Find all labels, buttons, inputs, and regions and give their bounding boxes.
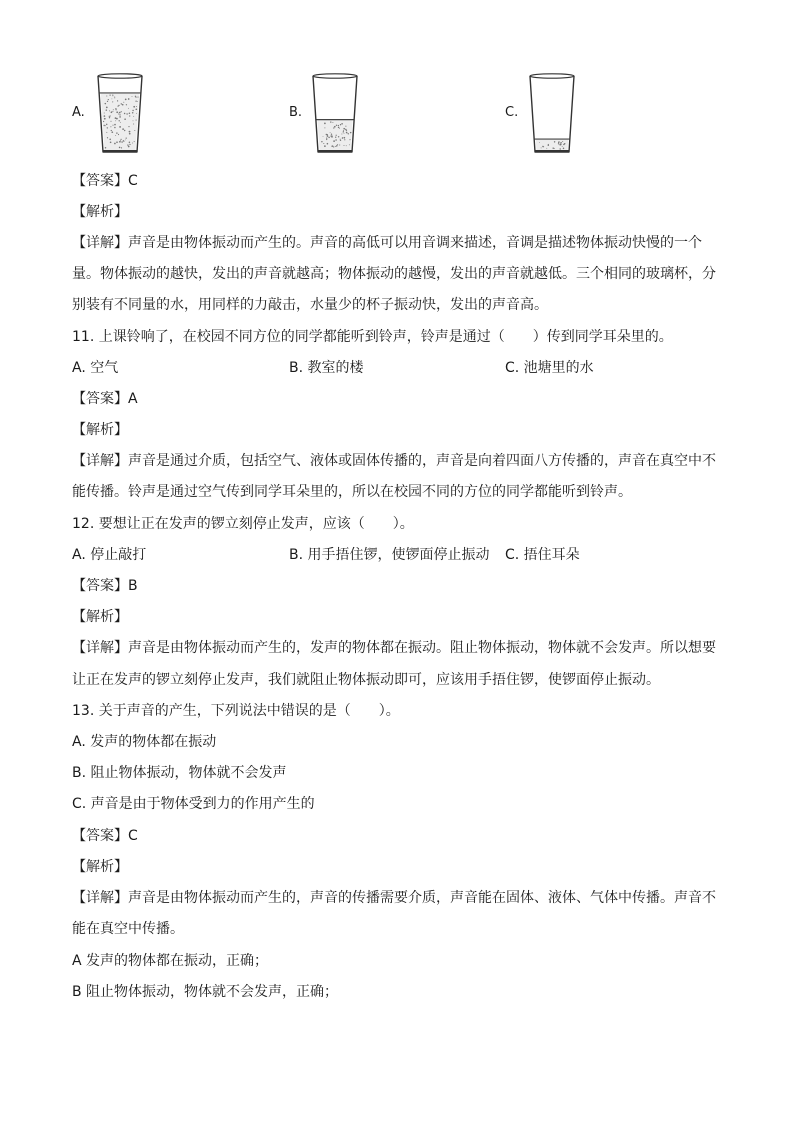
glass-c-image (526, 72, 578, 156)
q10-detail-line-2: 量。物体振动的越快，发出的声音就越高；物体振动的越慢，发出的声音就越低。三个相同的玻璃杯，分 (72, 266, 716, 282)
q11-answer: 【答案】A (72, 391, 138, 407)
q12-option-a: A. 停止敲打 (72, 547, 147, 563)
glass-c-glass-rim (530, 74, 574, 78)
q12-stem: 12. 要想让正在发声的锣立刻停止发声，应该（ ）。 (72, 516, 414, 532)
glass-a-glass-rim (98, 74, 142, 78)
q10-analysis-heading: 【解析】 (72, 204, 128, 220)
q10-answer: 【答案】C (72, 173, 138, 189)
glass-a-image (94, 72, 146, 156)
q13-detail-line-2: 能在真空中传播。 (72, 921, 184, 937)
q12-detail-line-1: 【详解】声音是由物体振动而产生的，发声的物体都在振动。阻止物体振动，物体就不会发声。所以想要 (72, 640, 716, 656)
q13-detail-line-4: B 阻止物体振动，物体就不会发声，正确； (72, 984, 339, 1000)
option-c-label: C. (505, 105, 519, 120)
glass-b-glass-rim (313, 74, 357, 78)
q12-option-c: C. 捂住耳朵 (505, 547, 580, 563)
q11-detail-line-1: 【详解】声音是通过介质，包括空气、液体或固体传播的，声音是向着四面八方传播的，声音在真空中不 (72, 453, 716, 469)
q13-detail-line-3: A 发声的物体都在振动，正确； (72, 953, 269, 969)
q11-option-a: A. 空气 (72, 360, 119, 376)
q12-option-b: B. 用手捂住锣，使锣面停止振动 (289, 547, 490, 563)
option-a-label: A. (72, 105, 85, 120)
option-b-label: B. (289, 105, 303, 120)
q12-answer: 【答案】B (72, 578, 138, 594)
q13-option-a: A. 发声的物体都在振动 (72, 734, 217, 750)
q10-detail-line-3: 别装有不同量的水，用同样的力敲击，水量少的杯子振动快，发出的声音高。 (72, 297, 548, 313)
q11-option-b: B. 教室的楼 (289, 360, 364, 376)
glass-b-water (317, 120, 352, 151)
q13-option-c: C. 声音是由于物体受到力的作用产生的 (72, 796, 315, 812)
glass-b-image (309, 72, 361, 156)
q12-analysis-heading: 【解析】 (72, 609, 128, 625)
q13-option-b: B. 阻止物体振动，物体就不会发声 (72, 765, 287, 781)
q10-detail-line-1: 【详解】声音是由物体振动而产生的。声音的高低可以用音调来描述，音调是描述物体振动快慢的一个 (72, 235, 702, 251)
q11-option-c: C. 池塘里的水 (505, 360, 594, 376)
q12-detail-line-2: 让正在发声的锣立刻停止发声，我们就阻止物体振动即可，应该用手捂住锣，使锣面停止振动。 (72, 672, 660, 688)
q13-detail-line-1: 【详解】声音是由物体振动而产生的，声音的传播需要介质，声音能在固体、液体、气体中传播。声音不 (72, 890, 716, 906)
q13-answer: 【答案】C (72, 828, 138, 844)
q11-stem: 11. 上课铃响了，在校园不同方位的同学都能听到铃声，铃声是通过（ ）传到同学耳朵里的。 (72, 329, 673, 345)
q11-analysis-heading: 【解析】 (72, 422, 128, 438)
q13-analysis-heading: 【解析】 (72, 859, 128, 875)
q13-stem: 13. 关于声音的产生，下列说法中错误的是（ ）。 (72, 703, 400, 719)
q11-detail-line-2: 能传播。铃声是通过空气传到同学耳朵里的，所以在校园不同的方位的同学都能听到铃声。 (72, 484, 632, 500)
